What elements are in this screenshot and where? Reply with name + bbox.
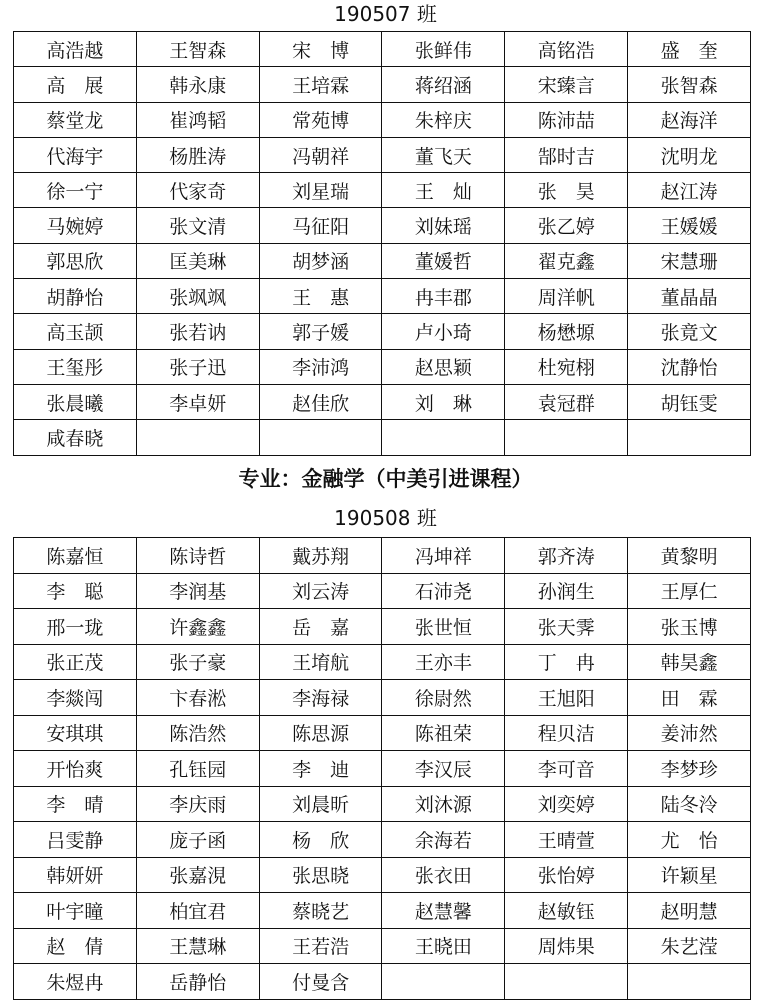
student-name-cell: 胡钰雯 [628,384,751,419]
student-name-cell: 余海若 [382,822,505,858]
student-name-cell: 李汉辰 [382,751,505,787]
student-name-cell: 杜宛栩 [505,349,628,384]
student-name-cell: 代家奇 [136,173,259,208]
student-name-cell: 李润基 [136,573,259,609]
student-name-cell: 程贝洁 [505,715,628,751]
roster-table-190507 [13,31,751,456]
student-name-cell: 匡美琳 [136,243,259,278]
table-row [14,751,751,787]
student-name-cell: 赵思颖 [382,349,505,384]
student-name-cell: 陆冬泠 [628,786,751,822]
student-name-cell: 黄黎明 [628,538,751,574]
student-name-cell: 陈思源 [259,715,382,751]
table-row [14,208,751,243]
student-name-cell: 孔钰园 [136,751,259,787]
student-name-cell: 王若浩 [259,928,382,964]
table-row [14,384,751,419]
student-name-cell: 郭齐涛 [505,538,628,574]
student-name-cell: 张嘉涀 [136,857,259,893]
student-name-cell: 张 昊 [505,173,628,208]
student-name-cell: 张竟文 [628,314,751,349]
table-row [14,609,751,645]
student-name-cell: 陈浩然 [136,715,259,751]
student-name-cell: 高玉颉 [14,314,137,349]
student-name-cell: 王旭阳 [505,680,628,716]
student-name-cell: 李 迪 [259,751,382,787]
student-name-cell: 杨 欣 [259,822,382,858]
student-name-cell: 朱梓庆 [382,102,505,137]
student-name-cell: 刘云涛 [259,573,382,609]
student-name-cell: 张文清 [136,208,259,243]
student-name-cell: 冉丰郡 [382,279,505,314]
student-name-cell: 沈明龙 [628,137,751,172]
student-name-cell: 张子迅 [136,349,259,384]
student-name-cell: 张鲜伟 [382,32,505,67]
student-name-cell: 高铭浩 [505,32,628,67]
student-name-cell: 蔡晓艺 [259,893,382,929]
student-name-cell: 陈祖荣 [382,715,505,751]
student-name-cell: 张飒飒 [136,279,259,314]
student-name-cell: 朱煜冉 [14,964,137,1000]
table-row [14,715,751,751]
table-row [14,964,751,1000]
student-name-cell: 刘 琳 [382,384,505,419]
student-name-cell: 张世恒 [382,609,505,645]
student-name-cell: 马婉婷 [14,208,137,243]
student-name-cell: 高 展 [14,67,137,102]
student-name-cell: 杨胜涛 [136,137,259,172]
student-name-cell: 张智森 [628,67,751,102]
student-name-cell: 宋臻言 [505,67,628,102]
student-name-cell: 许颖星 [628,857,751,893]
roster-table-190508 [13,537,751,1000]
student-name-cell: 李 晴 [14,786,137,822]
student-name-cell: 韩妍妍 [14,857,137,893]
student-name-cell: 刘妹瑶 [382,208,505,243]
student-name-cell: 朱艺滢 [628,928,751,964]
student-name-cell: 王培霖 [259,67,382,102]
student-name-cell: 张衣田 [382,857,505,893]
student-name-cell: 李卓妍 [136,384,259,419]
student-name-cell: 李海禄 [259,680,382,716]
student-name-cell: 岳 嘉 [259,609,382,645]
student-name-cell: 冯朝祥 [259,137,382,172]
table-row [14,314,751,349]
student-name-cell: 刘奕婷 [505,786,628,822]
student-name-cell: 岳静怡 [136,964,259,1000]
student-name-cell: 张天霁 [505,609,628,645]
table-row [14,279,751,314]
student-name-cell: 胡梦涵 [259,243,382,278]
student-name-cell: 陈诗哲 [136,538,259,574]
student-name-cell: 王厚仁 [628,573,751,609]
student-name-cell: 周炜果 [505,928,628,964]
student-name-cell: 袁冠群 [505,384,628,419]
student-name-cell: 张若讷 [136,314,259,349]
student-name-cell: 王玺彤 [14,349,137,384]
table-row [14,822,751,858]
student-name-cell: 柏宜君 [136,893,259,929]
student-name-cell: 李沛鸿 [259,349,382,384]
student-name-cell: 吕雯静 [14,822,137,858]
student-name-cell: 张晨曦 [14,384,137,419]
table-row [14,420,751,455]
student-name-cell: 宋 博 [259,32,382,67]
student-name-cell: 开怡爽 [14,751,137,787]
student-name-cell: 王晴萱 [505,822,628,858]
student-name-cell: 盛 奎 [628,32,751,67]
student-name-cell: 戴苏翔 [259,538,382,574]
student-name-cell: 叶宇瞳 [14,893,137,929]
student-name-cell: 陈嘉恒 [14,538,137,574]
student-name-cell: 刘晨昕 [259,786,382,822]
student-name-cell: 赵 倩 [14,928,137,964]
student-name-cell: 王智森 [136,32,259,67]
student-name-cell: 王慧琳 [136,928,259,964]
student-name-cell [382,420,505,455]
student-name-cell: 陈沛喆 [505,102,628,137]
student-name-cell [505,420,628,455]
table-row [14,573,751,609]
student-name-cell [628,420,751,455]
student-name-cell: 孙润生 [505,573,628,609]
student-name-cell: 杨懋塬 [505,314,628,349]
student-name-cell: 赵明慧 [628,893,751,929]
student-name-cell: 冯坤祥 [382,538,505,574]
student-name-cell: 李可音 [505,751,628,787]
student-name-cell: 徐尉然 [382,680,505,716]
table-row [14,32,751,67]
table-row [14,857,751,893]
student-name-cell: 付曼含 [259,964,382,1000]
table-row [14,928,751,964]
student-name-cell: 邢一珑 [14,609,137,645]
table-row [14,137,751,172]
student-name-cell: 李燚闯 [14,680,137,716]
student-name-cell: 董晶晶 [628,279,751,314]
student-name-cell: 宋慧珊 [628,243,751,278]
class-title-190507: 190507 班 [334,2,437,26]
student-name-cell: 尤 怡 [628,822,751,858]
table-row [14,349,751,384]
table-row [14,243,751,278]
student-name-cell: 李庆雨 [136,786,259,822]
student-name-cell: 郭子媛 [259,314,382,349]
student-name-cell: 姜沛然 [628,715,751,751]
student-name-cell: 郜时吉 [505,137,628,172]
table-row [14,786,751,822]
student-name-cell: 咸春晓 [14,420,137,455]
student-name-cell: 高浩越 [14,32,137,67]
student-name-cell: 张思晓 [259,857,382,893]
student-name-cell: 张正茂 [14,644,137,680]
student-name-cell: 翟克鑫 [505,243,628,278]
table-row [14,680,751,716]
table-row [14,67,751,102]
student-name-cell: 董飞天 [382,137,505,172]
student-name-cell: 赵佳欣 [259,384,382,419]
student-name-cell [628,964,751,1000]
student-name-cell: 张怡婷 [505,857,628,893]
student-name-cell: 刘星瑞 [259,173,382,208]
student-name-cell: 徐一宁 [14,173,137,208]
student-name-cell: 赵海洋 [628,102,751,137]
student-name-cell: 赵江涛 [628,173,751,208]
student-name-cell: 郭思欣 [14,243,137,278]
student-name-cell: 王晓田 [382,928,505,964]
student-name-cell: 赵慧馨 [382,893,505,929]
student-name-cell [136,420,259,455]
student-name-cell: 周洋帆 [505,279,628,314]
student-name-cell: 安琪琪 [14,715,137,751]
student-name-cell: 李梦珍 [628,751,751,787]
student-name-cell: 卞春淞 [136,680,259,716]
student-name-cell: 崔鸿韬 [136,102,259,137]
student-name-cell [259,420,382,455]
major-title: 专业：金融学（中美引进课程） [238,467,533,491]
student-name-cell: 许鑫鑫 [136,609,259,645]
student-name-cell [382,964,505,1000]
student-name-cell: 张子豪 [136,644,259,680]
student-name-cell: 石沛尧 [382,573,505,609]
student-name-cell: 王媛媛 [628,208,751,243]
student-name-cell: 丁 冉 [505,644,628,680]
student-name-cell: 蒋绍涵 [382,67,505,102]
student-name-cell: 蔡堂龙 [14,102,137,137]
table-row [14,102,751,137]
table-row [14,893,751,929]
student-name-cell: 庞子函 [136,822,259,858]
student-name-cell: 赵敏钰 [505,893,628,929]
student-name-cell: 田 霖 [628,680,751,716]
student-name-cell: 王 灿 [382,173,505,208]
student-name-cell: 胡静怡 [14,279,137,314]
table-row [14,538,751,574]
student-name-cell: 张乙婷 [505,208,628,243]
student-name-cell: 马征阳 [259,208,382,243]
student-name-cell: 王 惠 [259,279,382,314]
student-name-cell: 沈静怡 [628,349,751,384]
student-name-cell: 王亦丰 [382,644,505,680]
student-name-cell: 常苑博 [259,102,382,137]
table-row [14,173,751,208]
student-name-cell: 代海宇 [14,137,137,172]
student-name-cell: 王堉航 [259,644,382,680]
student-name-cell: 韩永康 [136,67,259,102]
student-name-cell: 刘沐源 [382,786,505,822]
student-name-cell: 李 聪 [14,573,137,609]
table-row [14,644,751,680]
student-name-cell: 卢小琦 [382,314,505,349]
student-name-cell: 董媛哲 [382,243,505,278]
student-name-cell [505,964,628,1000]
student-name-cell: 张玉博 [628,609,751,645]
class-title-190508: 190508 班 [334,506,437,530]
student-name-cell: 韩昊鑫 [628,644,751,680]
